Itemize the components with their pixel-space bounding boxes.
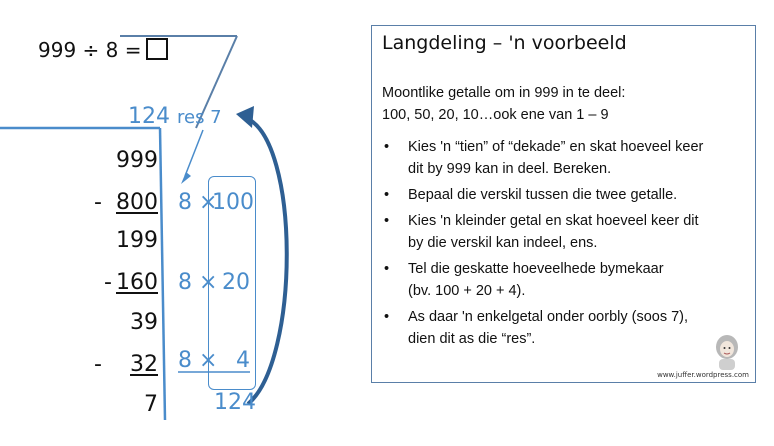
answer-box-icon xyxy=(146,38,168,60)
bullet-icon: • xyxy=(384,213,390,229)
bullet-icon: • xyxy=(384,261,390,277)
subtrahend-1: 800 xyxy=(116,190,158,215)
subtrahend-2: 160 xyxy=(116,270,158,295)
girl-cartoon-icon xyxy=(713,334,741,370)
factor-2: 20 xyxy=(222,270,250,295)
factor-sum: 124 xyxy=(214,390,256,415)
pointer-arrowhead xyxy=(181,172,191,184)
subtrahend-3: 32 xyxy=(130,352,158,377)
factor-1: 100 xyxy=(212,190,254,215)
list-item: • Kies 'n kleinder getal en skat hoeveel keer dit by die verskil kan indeel, ens. xyxy=(382,210,750,254)
multiplier-3: 8 × xyxy=(178,348,218,373)
factor-3: 4 xyxy=(236,348,250,373)
minus-sign-1: - xyxy=(94,190,102,215)
bullet-icon: • xyxy=(384,187,390,203)
dividend: 999 xyxy=(116,148,158,173)
multiplier-2: 8 × xyxy=(178,270,218,295)
list-item: • Bepaal die verskil tussen die twee getalle. xyxy=(382,184,750,206)
minus-sign-2: - xyxy=(104,270,112,295)
explanation-panel xyxy=(371,25,756,383)
quotient-label xyxy=(128,104,222,129)
equation: 999 ÷ 8 = xyxy=(38,38,168,62)
list-item: • As daar 'n enkelgetal onder oorbly (soos 7), dien dit as die “res”. xyxy=(382,306,750,350)
bullet-icon: • xyxy=(384,139,390,155)
bullet-icon: • xyxy=(384,309,390,325)
step-list xyxy=(382,136,750,354)
panel-title: Langdeling – 'n voorbeeld xyxy=(382,32,627,54)
minus-sign-3: - xyxy=(94,352,102,377)
multiplier-1: 8 × xyxy=(178,190,218,215)
list-item: • Kies 'n “tien” of “dekade” en skat hoeveel keer dit by 999 kan in deel. Bereken. xyxy=(382,136,750,180)
remainder-2: 39 xyxy=(130,310,158,335)
watermark: www.juffer.wordpress.com xyxy=(657,371,749,379)
remainder-1: 199 xyxy=(116,228,158,253)
quotient: 124 xyxy=(128,104,170,129)
intro-line-1: Moontlike getalle om in 999 in te deel: xyxy=(382,85,626,101)
final-remainder: 7 xyxy=(144,392,158,417)
intro-line-2: 100, 50, 20, 10…ook ene van 1 – 9 xyxy=(382,107,609,123)
curved-arrowhead xyxy=(236,106,254,128)
remainder-label: res 7 xyxy=(177,107,222,128)
list-item: • Tel die geskatte hoeveelhede bymekaar (bv. 100 + 20 + 4). xyxy=(382,258,750,302)
panel-intro xyxy=(382,82,625,126)
